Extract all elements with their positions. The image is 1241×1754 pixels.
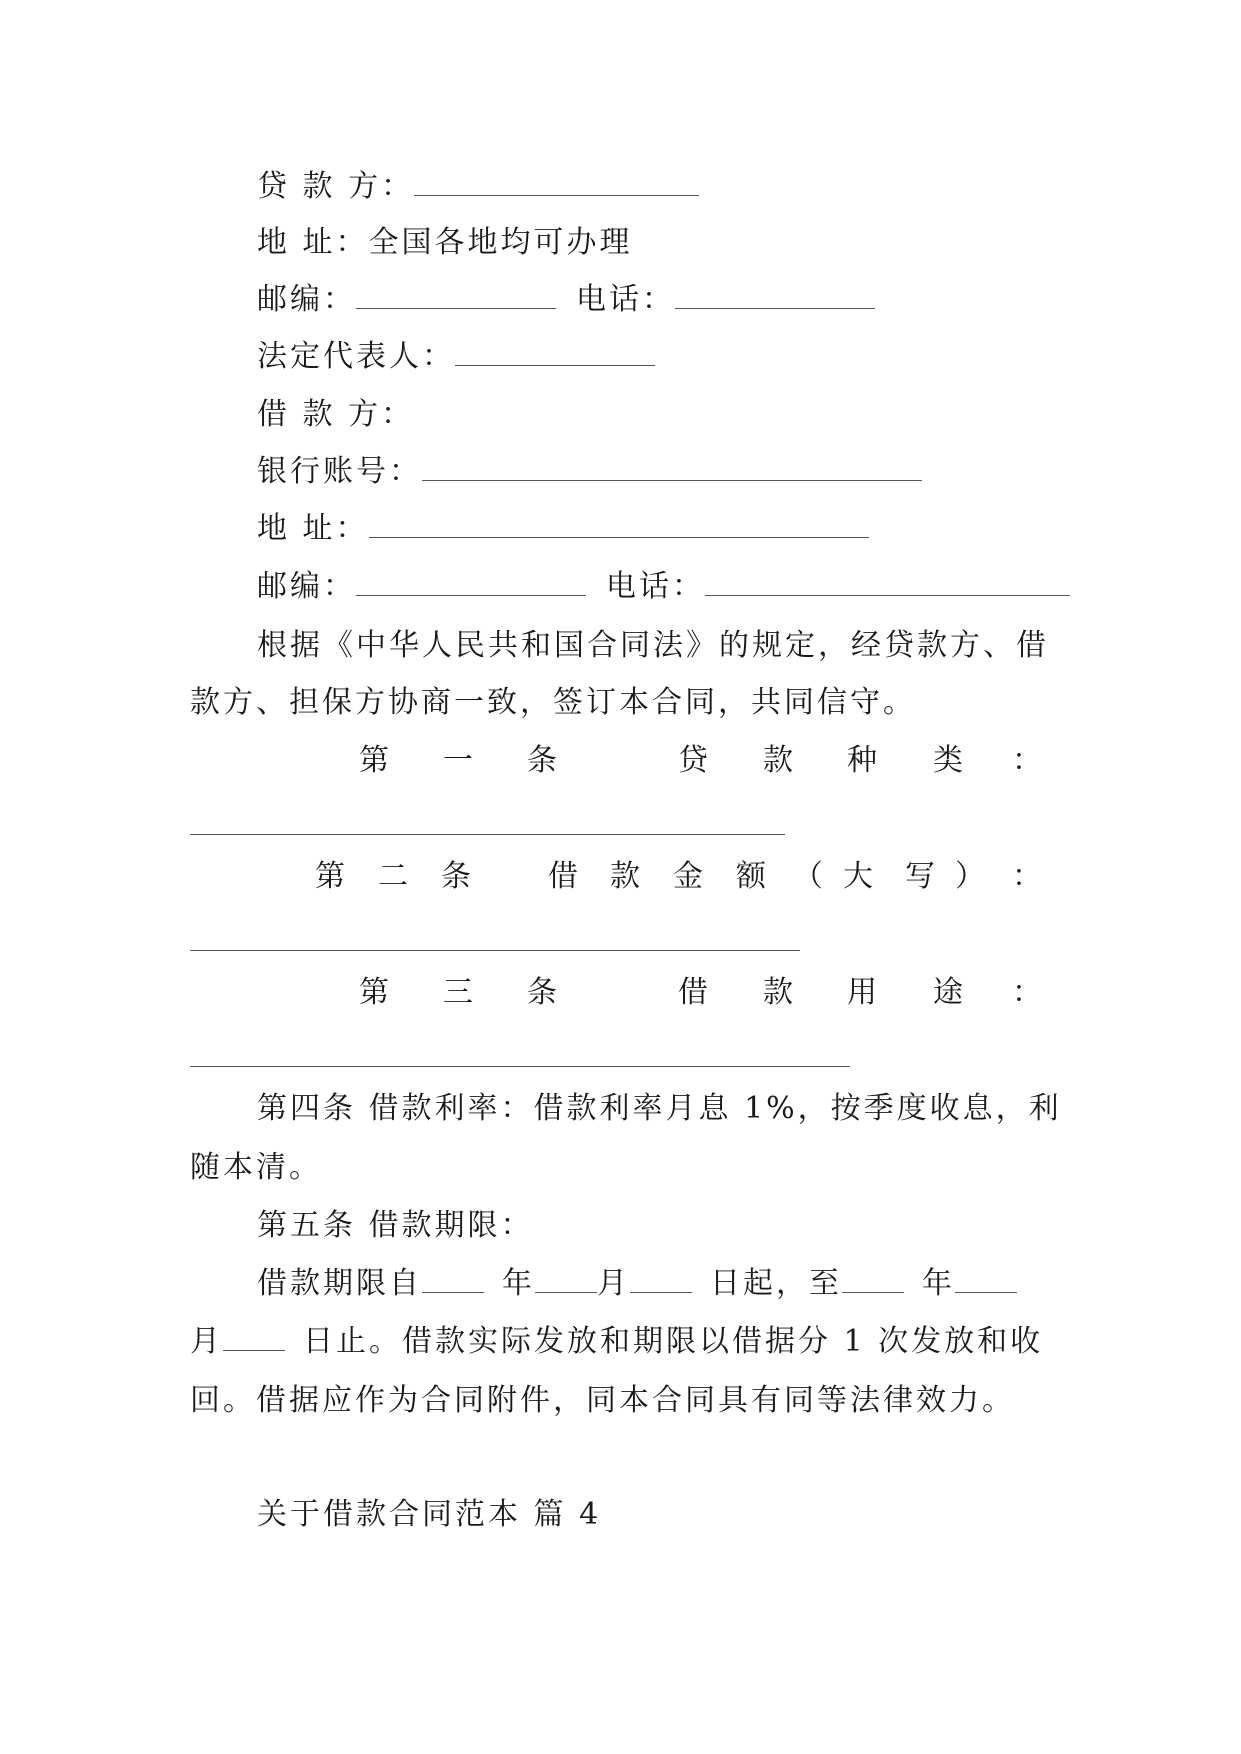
article-2-char: ） xyxy=(955,859,988,894)
year-label: 年 xyxy=(502,1266,535,1301)
article-2-char: ： xyxy=(1012,859,1045,894)
borrower-contact-row xyxy=(257,567,1070,607)
borrower-bank-row xyxy=(257,452,922,492)
lender-legal-rep-label: 法定代表人： xyxy=(257,339,455,374)
article-4-line-1: 第四条 借款利率：借款利率月息 1%，按季度收息，利 xyxy=(257,1091,1062,1126)
article-3-char: ： xyxy=(1012,975,1045,1010)
article-5-title: 第五条 借款期限： xyxy=(257,1208,534,1243)
article-2-char: 大 xyxy=(843,859,876,894)
borrower-phone-label: 电话： xyxy=(606,569,705,604)
borrower-bank-blank[interactable] xyxy=(422,454,922,481)
borrower-address-blank[interactable] xyxy=(369,511,869,538)
borrower-address-label: 地 址： xyxy=(257,511,369,546)
article-2-char: 条 xyxy=(441,859,474,894)
start-year-blank[interactable] xyxy=(422,1266,484,1293)
article-2-char: 款 xyxy=(610,859,643,894)
lender-name-label: 贷 款 方： xyxy=(257,169,415,204)
article-4-line-2: 随本清。 xyxy=(190,1150,322,1185)
article-3-char: 借 xyxy=(678,975,711,1010)
borrower-postcode-blank[interactable] xyxy=(356,569,586,596)
article-1-char: 贷 xyxy=(678,743,711,778)
lender-postcode-blank[interactable] xyxy=(356,282,556,309)
article-2-char: （ xyxy=(793,859,826,894)
end-day-blank[interactable] xyxy=(223,1324,285,1351)
lender-phone-blank[interactable] xyxy=(675,282,875,309)
loan-period-from-label: 借款期限自 xyxy=(257,1266,422,1301)
lender-legal-rep-row xyxy=(257,337,655,377)
intro-line-2: 款方、担保方协商一致，签订本合同，共同信守。 xyxy=(190,685,916,720)
intro-line-1: 根据《中华人民共和国合同法》的规定，经贷款方、借 xyxy=(257,628,1049,663)
article-2-char: 写 xyxy=(905,859,938,894)
article-3-char: 用 xyxy=(847,975,880,1010)
article-5-line-1 xyxy=(257,1264,1017,1304)
article-1-char: 款 xyxy=(763,743,796,778)
borrower-address-row xyxy=(257,509,869,549)
lender-phone-label: 电话： xyxy=(576,282,675,317)
lender-address-row: 地 址：全国各地均可办理 xyxy=(257,225,633,260)
article-1-char: 第 xyxy=(359,743,392,778)
article-3-char: 途 xyxy=(933,975,966,1010)
article-3-char: 款 xyxy=(763,975,796,1010)
article-3-blank[interactable] xyxy=(190,1066,850,1067)
article-1-char: 种 xyxy=(847,743,880,778)
article-3-char: 三 xyxy=(443,975,476,1010)
next-section-heading: 关于借款合同范本 篇 4 xyxy=(257,1497,602,1532)
article-1-blank[interactable] xyxy=(190,834,785,835)
article-2-char: 额 xyxy=(736,859,769,894)
borrower-bank-label: 银行账号： xyxy=(257,454,422,489)
article-3-heading xyxy=(0,973,1241,1013)
year-label: 年 xyxy=(922,1266,955,1301)
article-2-blank[interactable] xyxy=(190,950,800,951)
article-2-char: 二 xyxy=(378,859,411,894)
end-year-blank[interactable] xyxy=(842,1266,904,1293)
start-month-blank[interactable] xyxy=(535,1266,597,1293)
article-5-line-2 xyxy=(190,1322,1043,1362)
lender-name-row xyxy=(257,167,699,207)
borrower-postcode-label: 邮编： xyxy=(257,569,356,604)
article-2-heading xyxy=(0,857,1241,897)
lender-postcode-label: 邮编： xyxy=(257,282,356,317)
borrower-phone-blank[interactable] xyxy=(705,569,1070,596)
article-5-text: 日止。借款实际发放和期限以借据分 1 次发放和收 xyxy=(303,1324,1044,1359)
month-label: 月 xyxy=(190,1324,223,1359)
article-3-char: 条 xyxy=(527,975,560,1010)
article-2-char: 第 xyxy=(315,859,348,894)
article-3-char: 第 xyxy=(359,975,392,1010)
start-day-blank[interactable] xyxy=(630,1266,692,1293)
day-to-label: 日起，至 xyxy=(710,1266,842,1301)
month-label: 月 xyxy=(597,1266,630,1301)
article-2-char: 借 xyxy=(548,859,581,894)
lender-name-blank[interactable] xyxy=(414,169,699,196)
article-1-char: 条 xyxy=(527,743,560,778)
article-1-heading xyxy=(0,741,1241,781)
article-2-char: 金 xyxy=(673,859,706,894)
lender-legal-rep-blank[interactable] xyxy=(455,339,655,366)
lender-contact-row xyxy=(257,280,875,320)
article-5-line-3: 回。借据应作为合同附件，同本合同具有同等法律效力。 xyxy=(190,1383,1015,1418)
borrower-name-row: 借 款 方： xyxy=(257,397,415,432)
article-1-char: 类 xyxy=(933,743,966,778)
end-month-blank[interactable] xyxy=(955,1266,1017,1293)
article-1-char: 一 xyxy=(443,743,476,778)
article-1-char: ： xyxy=(1012,743,1045,778)
